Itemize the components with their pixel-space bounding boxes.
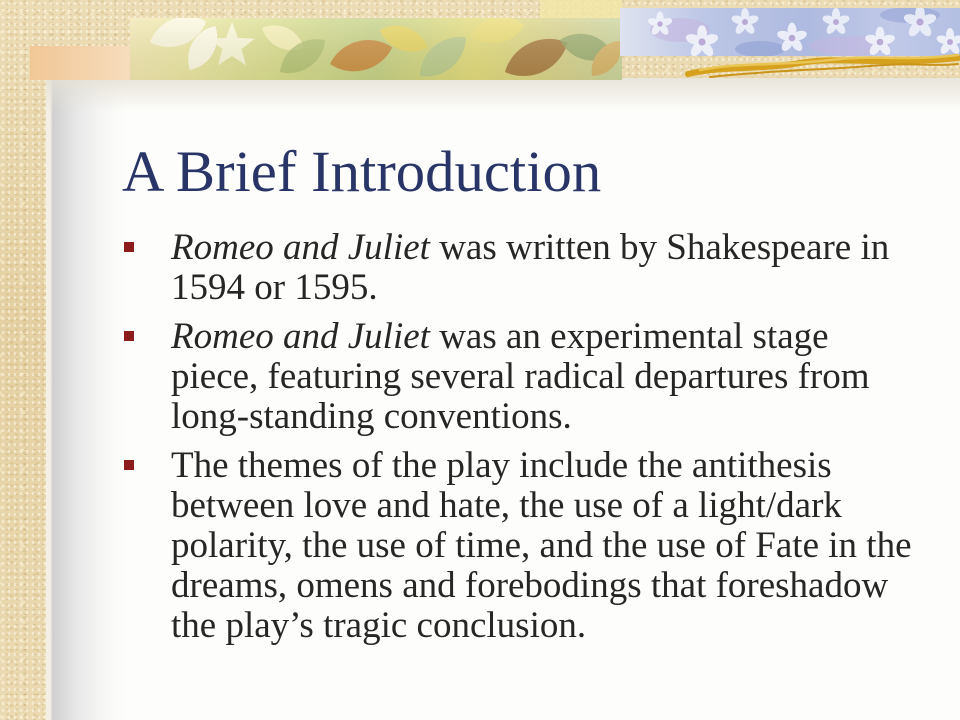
blue-shadow	[735, 41, 785, 57]
leaf-strip	[130, 9, 630, 87]
bullet-text: long-standing conventions.	[171, 396, 572, 437]
bullet-text: was an experimental stage	[429, 316, 829, 357]
bullet-line	[171, 317, 960, 357]
bullet-line	[171, 357, 960, 397]
bullet-line	[171, 397, 960, 437]
decorative-banner	[0, 0, 960, 100]
bullet-item	[0, 317, 960, 437]
bullet-text: The themes of the play include the antithesis	[171, 445, 832, 486]
flower-strip	[620, 5, 960, 58]
play-title: Romeo and Juliet	[171, 227, 430, 268]
bullet-text: 1594 or 1595.	[171, 267, 378, 308]
slide-title: A Brief Introduction	[122, 139, 602, 204]
gold-brush-stroke	[688, 55, 958, 77]
square-bullet-icon	[124, 460, 134, 470]
bullet-item	[0, 228, 960, 308]
leaf-strip-shade	[130, 18, 622, 80]
bullet-text: was written by Shakespeare in	[429, 227, 890, 268]
bullet-line	[171, 526, 960, 566]
bullet-text: dreams, omens and forebodings that foreshadow	[171, 565, 889, 606]
bullet-text: the play’s tragic conclusion.	[171, 605, 587, 646]
bullet-text: polarity, the use of time, and the use of Fate in the	[171, 525, 912, 566]
square-bullet-icon	[124, 331, 134, 341]
bullet-line	[171, 566, 960, 606]
bullet-text: between love and hate, the use of a light/dark	[171, 485, 842, 526]
bullet-line	[171, 606, 960, 646]
play-title: Romeo and Juliet	[171, 316, 430, 357]
bullet-line	[171, 268, 960, 308]
peach-strip	[30, 46, 130, 80]
bullet-list	[0, 228, 960, 655]
pale-yellow-patch	[540, 0, 622, 18]
bullet-line	[171, 228, 960, 268]
square-bullet-icon	[124, 242, 134, 252]
bullet-line	[171, 486, 960, 526]
bullet-item	[0, 446, 960, 646]
bullet-line	[171, 446, 960, 486]
bullet-text: piece, featuring several radical departures from	[171, 356, 870, 397]
